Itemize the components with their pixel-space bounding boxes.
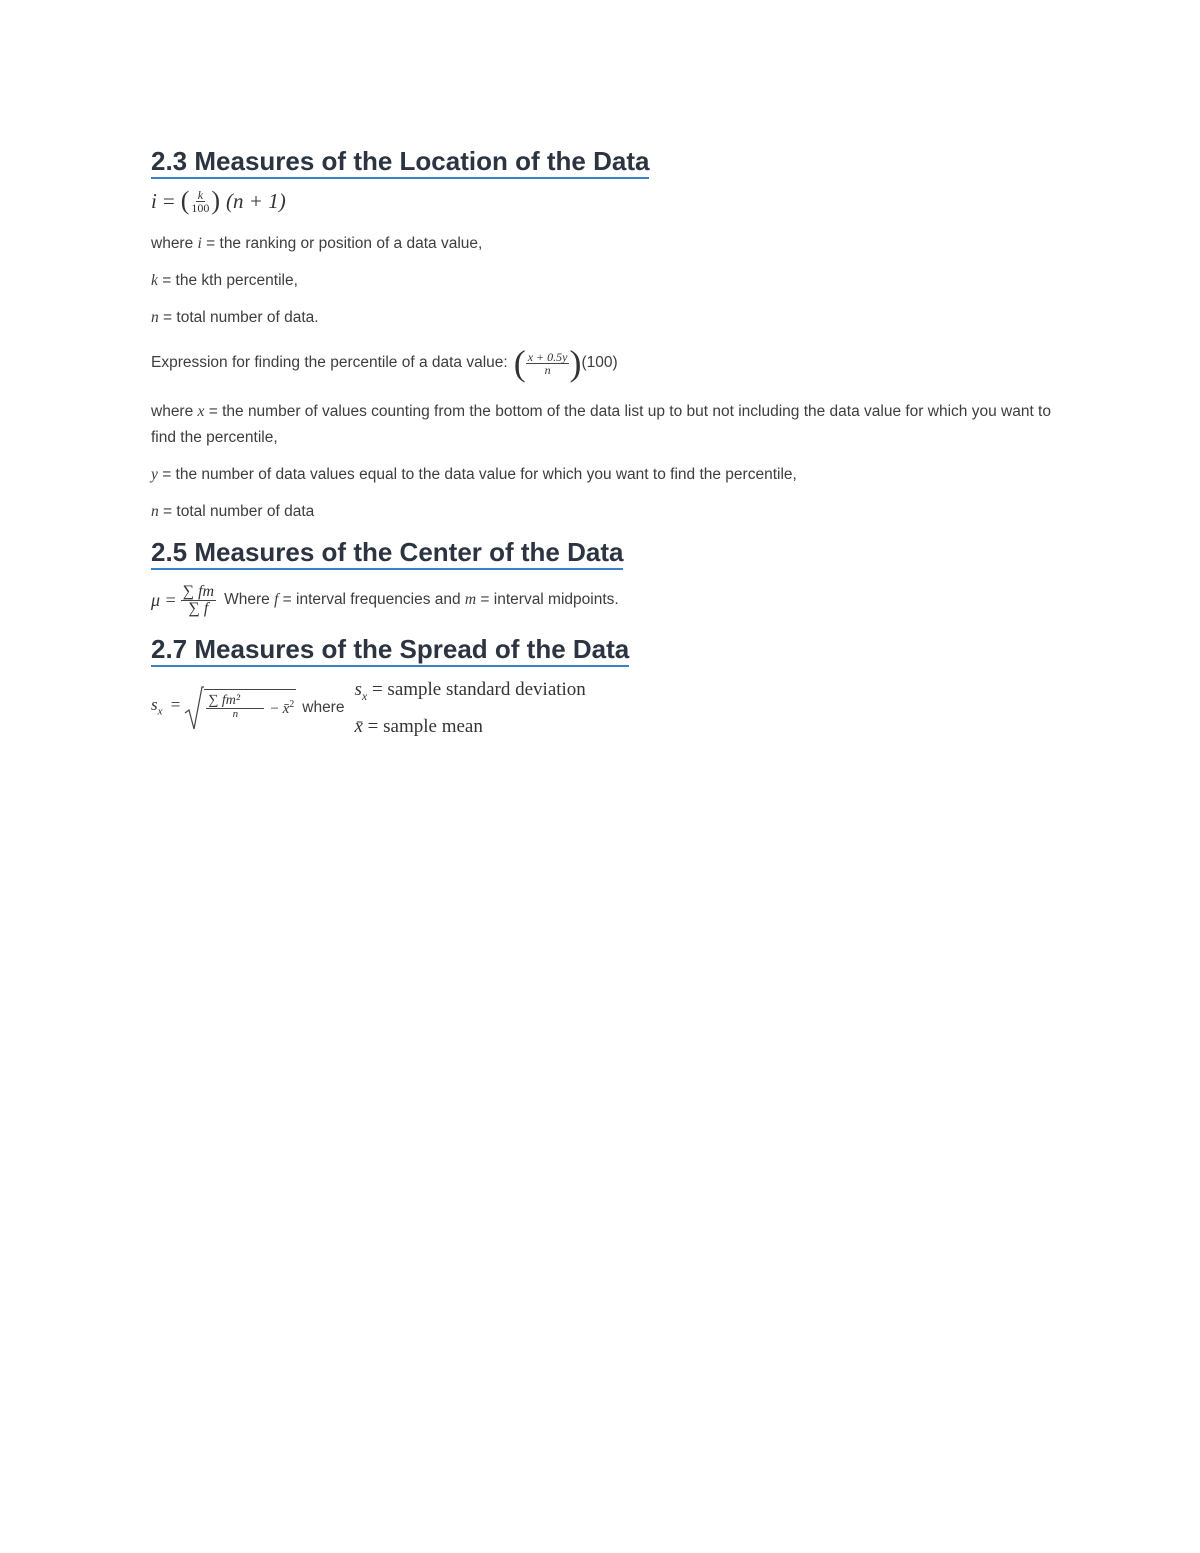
square-root: $\frac{\text{∑ fm²}}{n}$ − x̄$^2$ xyxy=(184,685,296,731)
radical-icon xyxy=(184,685,204,731)
formula-mean: μ = $\frac{\sum fm}{\sum f}$ Where f = interval frequencies and m = interval midpoints. xyxy=(151,582,619,617)
formula-std-dev: $s_x$ = $\frac{\text{∑ fm²}}{n}$ − x̄$^2$ where $s_x$ = sample standard deviation x̄ = sample mean xyxy=(151,677,1071,739)
section-title-location: 2.3 Measures of the Location of the Data xyxy=(151,146,649,179)
definition-x: where x = the number of values counting from the bottom of the data list up to but not including the data value for which you want to find the percentile, xyxy=(151,403,1051,446)
percentile-expression: Expression for finding the percentile of a data value: ( $\frac{x + 0.5y}{n}$ ) (100) xyxy=(151,343,618,383)
formula-position: i = ( $\frac{k}{100}$ ) (n + 1) xyxy=(151,186,286,215)
definition-k: k = the kth percentile, xyxy=(151,272,298,289)
section-title-center: 2.5 Measures of the Center of the Data xyxy=(151,537,623,570)
definition-i: where i = the ranking or position of a data value, xyxy=(151,235,483,252)
definition-n: n = total number of data. xyxy=(151,309,319,326)
std-dev-definitions: $s_x$ = sample standard deviation x̄ = sample mean xyxy=(354,678,586,738)
document-body xyxy=(151,146,1071,739)
definition-n-total: n = total number of data xyxy=(151,503,315,520)
section-title-spread: 2.7 Measures of the Spread of the Data xyxy=(151,634,629,667)
definition-y: y = the number of data values equal to the data value for which you want to find the percentile, xyxy=(151,466,797,483)
